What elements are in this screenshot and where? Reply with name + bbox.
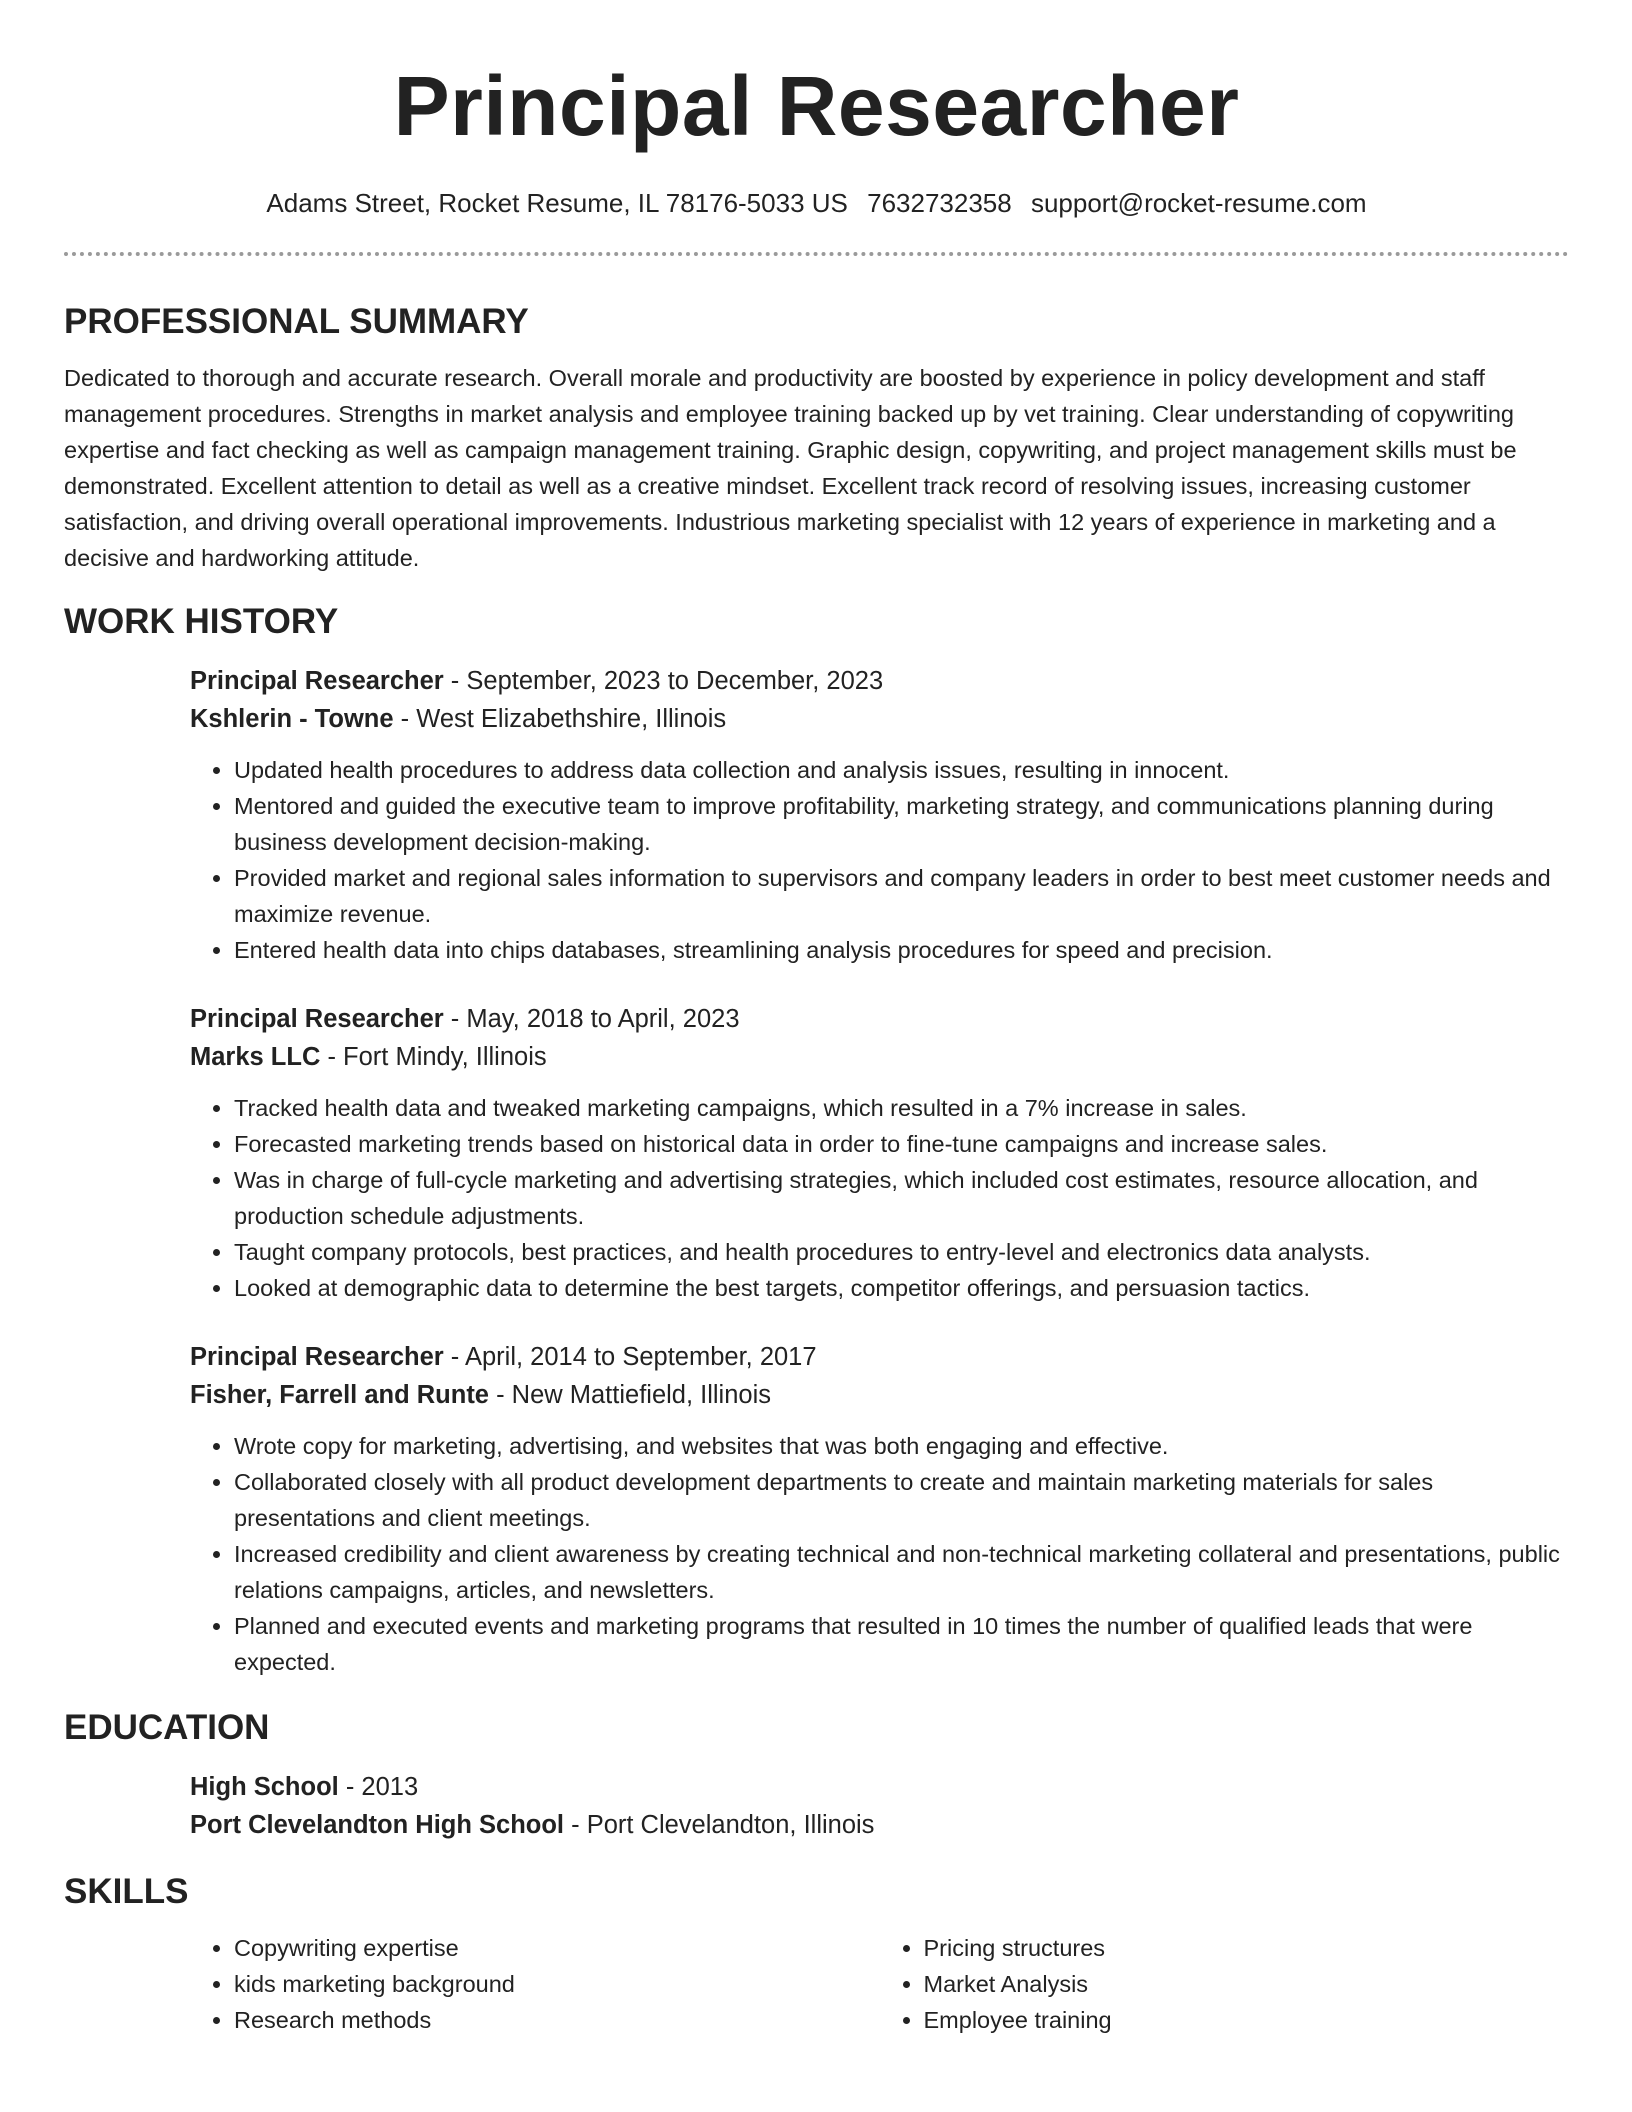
education-school: Port Clevelandton High School [190, 1811, 565, 1839]
job-role: Principal Researcher [190, 667, 444, 695]
education-year: - 2013 [338, 1773, 419, 1801]
skills-grid [190, 1930, 1569, 2038]
job-role-line [190, 1000, 1569, 1038]
resume-page [64, 0, 1569, 2038]
list-item: • Entered health data into chips databases, streamlining analysis procedures for speed and precision. [234, 932, 1569, 968]
education-entry [190, 1768, 1569, 1844]
job-bullet-list [190, 1090, 1569, 1306]
education-degree: High School [190, 1773, 339, 1801]
job-role-line [190, 1338, 1569, 1376]
job-company-line [190, 700, 1569, 738]
job-entry [190, 662, 1569, 968]
job-role-line [190, 662, 1569, 700]
skills-heading: SKILLS [64, 1872, 189, 1911]
job-company-line [190, 1038, 1569, 1076]
job-company-line [190, 1376, 1569, 1414]
list-item: • Looked at demographic data to determine the best targets, competitor offerings, and persuasion tactics. [234, 1270, 1569, 1306]
skill-item: • Market Analysis [924, 1966, 1570, 2002]
summary-text: Dedicated to thorough and accurate research. Overall morale and productivity are boosted by experience in policy development and staff management procedures. Strengths in market analysis and employee training backed up by vet training. Clear understanding of copywriting expertise and fact checking as well as campaign management training. Graphic design, copywriting, and project management skills must be demonstrated. Excellent attention to detail as well as a creative mindset. Excellent track record of resolving issues, increasing customer satisfaction, and driving overall operational improvements. Industrious marketing specialist with 12 years of experience in marketing and a decisive and hardworking attitude. [64, 365, 1517, 571]
job-dates: - May, 2018 to April, 2023 [443, 1005, 740, 1033]
job-company: Fisher, Farrell and Runte [190, 1381, 489, 1409]
job-company: Marks LLC [190, 1043, 321, 1071]
education-degree-line [190, 1768, 1569, 1806]
list-item: • Forecasted marketing trends based on historical data in order to fine-tune campaigns and increase sales. [234, 1126, 1569, 1162]
skill-item: • Copywriting expertise [234, 1930, 880, 1966]
summary-heading: PROFESSIONAL SUMMARY [64, 302, 529, 341]
list-item: • Mentored and guided the executive team to improve profitability, marketing strategy, and communications planning during business development decision-making. [234, 788, 1569, 860]
skill-item: • kids marketing background [234, 1966, 880, 2002]
address-text: Adams Street, Rocket Resume, IL 78176-5033 US [266, 188, 848, 218]
list-item: • Taught company protocols, best practices, and health procedures to entry-level and electronics data analysts. [234, 1234, 1569, 1270]
job-location: - New Mattiefield, Illinois [489, 1381, 772, 1409]
list-item: • Provided market and regional sales information to supervisors and company leaders in order to best meet customer needs and maximize revenue. [234, 860, 1569, 932]
job-role: Principal Researcher [190, 1343, 444, 1371]
education-location: - Port Clevelandton, Illinois [564, 1811, 875, 1839]
job-bullet-list [190, 752, 1569, 968]
job-bullet-list [190, 1428, 1569, 1680]
contact-line [64, 186, 1569, 220]
job-dates: - April, 2014 to September, 2017 [443, 1343, 817, 1371]
skill-item: • Pricing structures [924, 1930, 1570, 1966]
work-history-heading: WORK HISTORY [64, 602, 339, 641]
list-item: • Wrote copy for marketing, advertising, and websites that was both engaging and effective. [234, 1428, 1569, 1464]
job-location: - West Elizabethshire, Illinois [393, 705, 727, 733]
job-role: Principal Researcher [190, 1005, 444, 1033]
job-dates: - September, 2023 to December, 2023 [443, 667, 884, 695]
list-item: • Planned and executed events and marketing programs that resulted in 10 times the number of qualified leads that were expected. [234, 1608, 1569, 1680]
phone-text: 7632732358 [867, 188, 1012, 218]
page-title: Principal Researcher [393, 59, 1240, 153]
job-entry [190, 1000, 1569, 1306]
skills-list-left [190, 1930, 880, 2038]
header-divider [64, 252, 1569, 256]
skills-list-right [880, 1930, 1570, 2038]
job-company: Kshlerin - Towne [190, 705, 394, 733]
list-item: • Tracked health data and tweaked marketing campaigns, which resulted in a 7% increase in sales. [234, 1090, 1569, 1126]
list-item: • Increased credibility and client awareness by creating technical and non-technical marketing collateral and presentations, public relations campaigns, articles, and newsletters. [234, 1536, 1569, 1608]
skill-item: • Employee training [924, 2002, 1570, 2038]
list-item: • Was in charge of full-cycle marketing and advertising strategies, which included cost estimates, resource allocation, and production schedule adjustments. [234, 1162, 1569, 1234]
list-item: • Collaborated closely with all product development departments to create and maintain marketing materials for sales presentations and client meetings. [234, 1464, 1569, 1536]
skill-item: • Research methods [234, 2002, 880, 2038]
education-heading: EDUCATION [64, 1708, 270, 1747]
education-school-line [190, 1806, 1569, 1844]
list-item: • Updated health procedures to address data collection and analysis issues, resulting in innocent. [234, 752, 1569, 788]
email-link[interactable]: support@rocket-resume.com [1030, 188, 1367, 218]
job-entry [190, 1338, 1569, 1680]
job-location: - Fort Mindy, Illinois [320, 1043, 547, 1071]
